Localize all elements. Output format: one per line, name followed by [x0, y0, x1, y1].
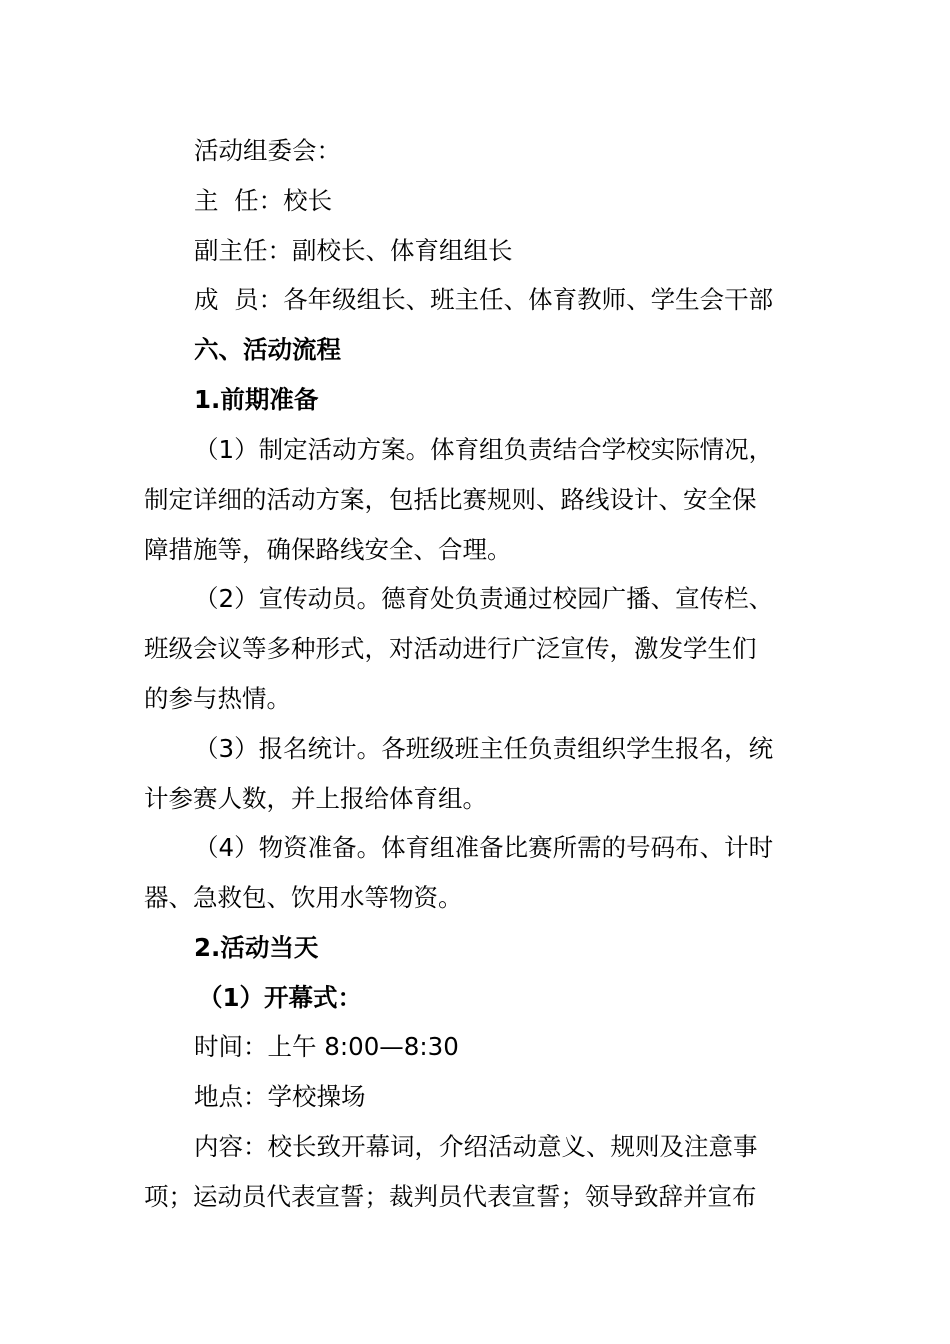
- prep-item4-line2: 器、急救包、饮用水等物资。: [144, 883, 463, 912]
- prep-item3-line1: （3）报名统计。各班级班主任负责组织学生报名，统: [194, 734, 774, 763]
- prep-item4-line1: （4）物资准备。体育组准备比赛所需的号码布、计时: [194, 833, 774, 862]
- prep-item2-line3: 的参与热情。: [144, 684, 291, 713]
- prep-item3-line2: 计参赛人数，并上报给体育组。: [144, 784, 487, 813]
- committee-members: 成 员：各年级组长、班主任、体育教师、学生会干部: [194, 285, 774, 314]
- prep-item2-line1: （2）宣传动员。德育处负责通过校园广播、宣传栏、: [194, 584, 774, 613]
- prep-title: 1.前期准备: [194, 385, 319, 414]
- committee-heading: 活动组委会：: [194, 136, 341, 165]
- committee-director: 主 任：校长: [194, 186, 333, 215]
- opening-place: 地点：学校操场: [194, 1082, 366, 1111]
- section-six-title: 六、活动流程: [194, 335, 341, 364]
- opening-time: 时间：上午 8:00—8:30: [194, 1032, 459, 1061]
- prep-item1-line2: 制定详细的活动方案，包括比赛规则、路线设计、安全保: [144, 485, 757, 514]
- event-day-title: 2.活动当天: [194, 933, 319, 962]
- opening-content-line2: 项；运动员代表宣誓；裁判员代表宣誓；领导致辞并宣布: [144, 1182, 757, 1211]
- opening-content-line1: 内容：校长致开幕词，介绍活动意义、规则及注意事: [194, 1132, 758, 1161]
- opening-ceremony-title: （1）开幕式：: [198, 983, 363, 1012]
- prep-item1-line1: （1）制定活动方案。体育组负责结合学校实际情况，: [194, 435, 774, 464]
- committee-deputy-director: 副主任：副校长、体育组组长: [194, 236, 513, 265]
- prep-item2-line2: 班级会议等多种形式，对活动进行广泛宣传，激发学生们: [144, 634, 757, 663]
- prep-item1-line3: 障措施等，确保路线安全、合理。: [144, 535, 512, 564]
